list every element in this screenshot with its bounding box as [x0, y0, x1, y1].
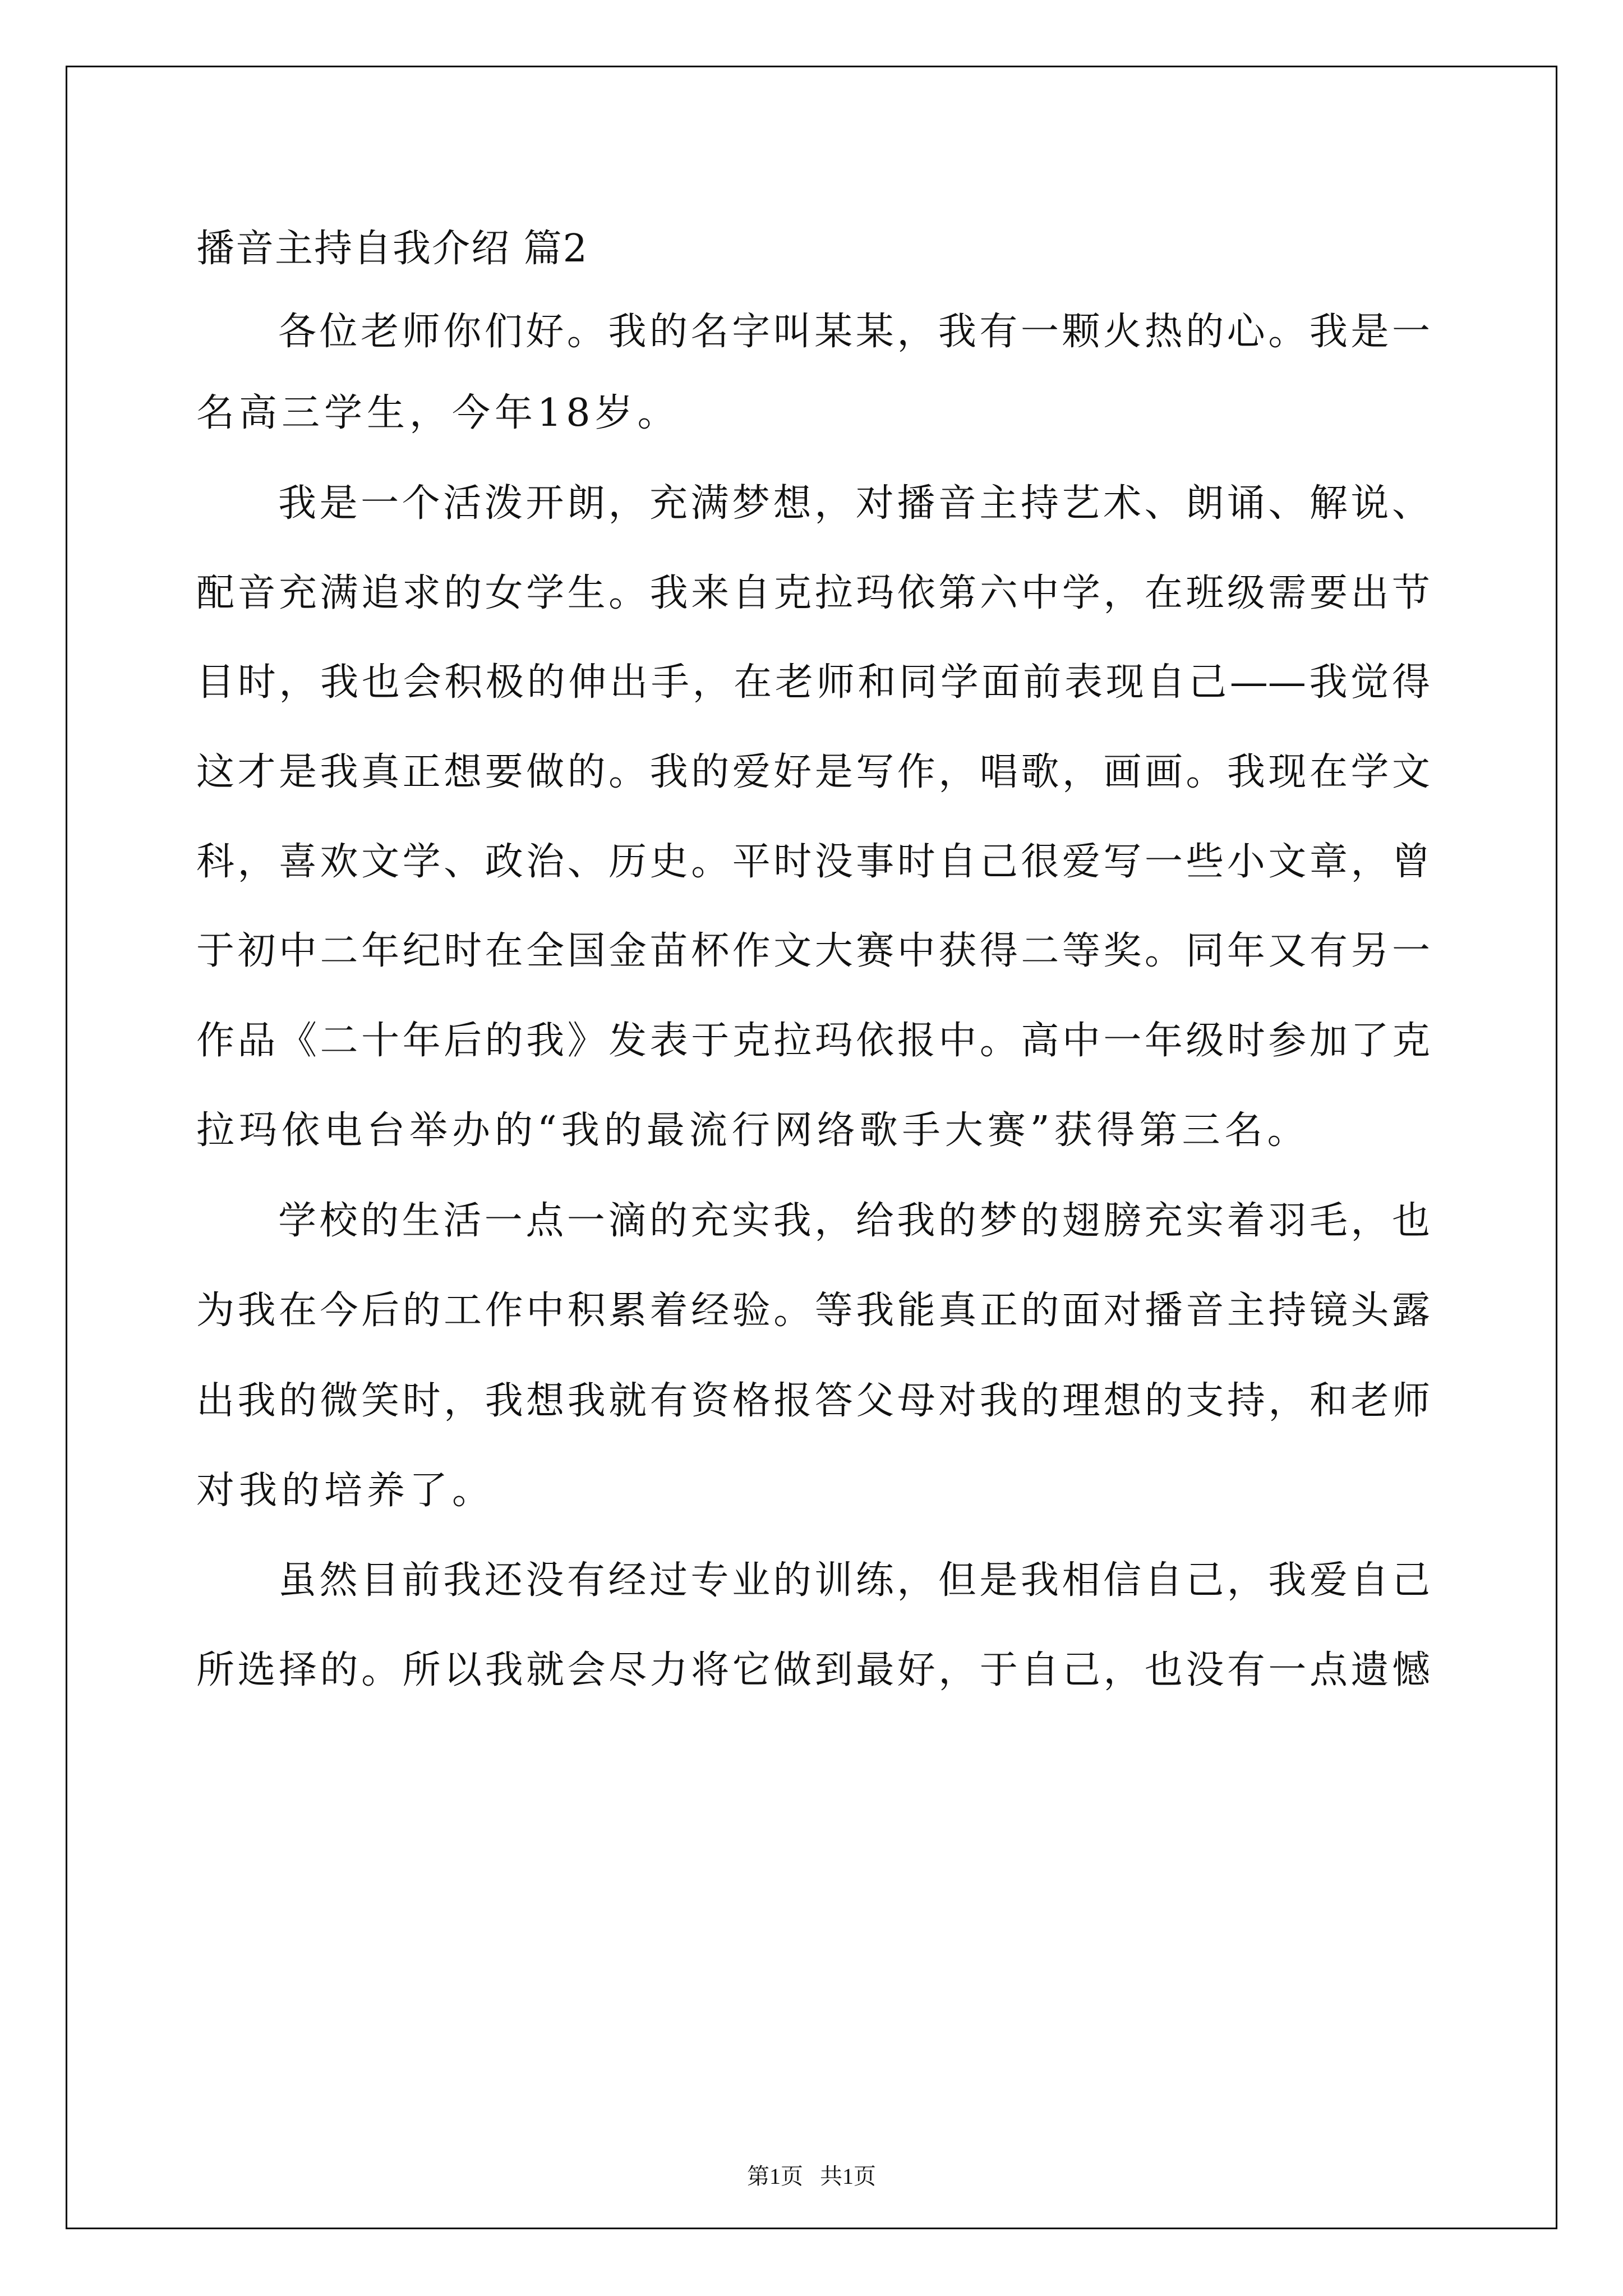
paragraph-3-line-3: 出我的微笑时，我想我就有资格报答父母对我的理想的支持，和老师 [196, 1379, 1430, 1423]
paragraph-4-line-2: 所选择的。所以我就会尽力将它做到最好，于自己，也没有一点遗憾 [196, 1648, 1430, 1692]
paragraph-3-line-2: 为我在今后的工作中积累着经验。等我能真正的面对播音主持镜头露 [196, 1289, 1430, 1333]
paragraph-1-line-2: 名高三学生，今年18岁。 [196, 391, 680, 435]
paragraph-2-line-4: 这才是我真正想要做的。我的爱好是写作，唱歌，画画。我现在学文 [196, 750, 1430, 794]
paragraph-2-line-1: 我是一个活泼开朗，充满梦想，对播音主持艺术、朗诵、解说、 [278, 481, 1430, 526]
paragraph-2-line-6: 于初中二年纪时在全国金苗杯作文大赛中获得二等奖。同年又有另一 [196, 929, 1430, 973]
paragraph-2-line-5: 科，喜欢文学、政治、历史。平时没事时自己很爱写一些小文章，曾 [196, 840, 1430, 884]
paragraph-4-line-1: 虽然目前我还没有经过专业的训练，但是我相信自己，我爱自己 [278, 1558, 1430, 1603]
document-title: 播音主持自我介绍 篇2 [196, 227, 588, 271]
paragraph-2-line-7: 作品《二十年后的我》发表于克拉玛依报中。高中一年级时参加了克 [196, 1019, 1430, 1063]
paragraph-1-line-1: 各位老师你们好。我的名字叫某某，我有一颗火热的心。我是一 [278, 310, 1430, 354]
page-footer: 第1页 共1页 [747, 2164, 876, 2189]
paragraph-2-line-3: 目时，我也会积极的伸出手，在老师和同学面前表现自己——我觉得 [196, 660, 1430, 705]
paragraph-2-line-8: 拉玛依电台举办的“我的最流行网络歌手大赛”获得第三名。 [196, 1108, 1310, 1153]
paragraph-3-line-1: 学校的生活一点一滴的充实我，给我的梦的翅膀充实着羽毛，也 [278, 1199, 1430, 1243]
paragraph-2-line-2: 配音充满追求的女学生。我来自克拉玛依第六中学，在班级需要出节 [196, 571, 1430, 615]
document-page [66, 66, 1557, 2229]
paragraph-3-line-4: 对我的培养了。 [196, 1469, 495, 1513]
